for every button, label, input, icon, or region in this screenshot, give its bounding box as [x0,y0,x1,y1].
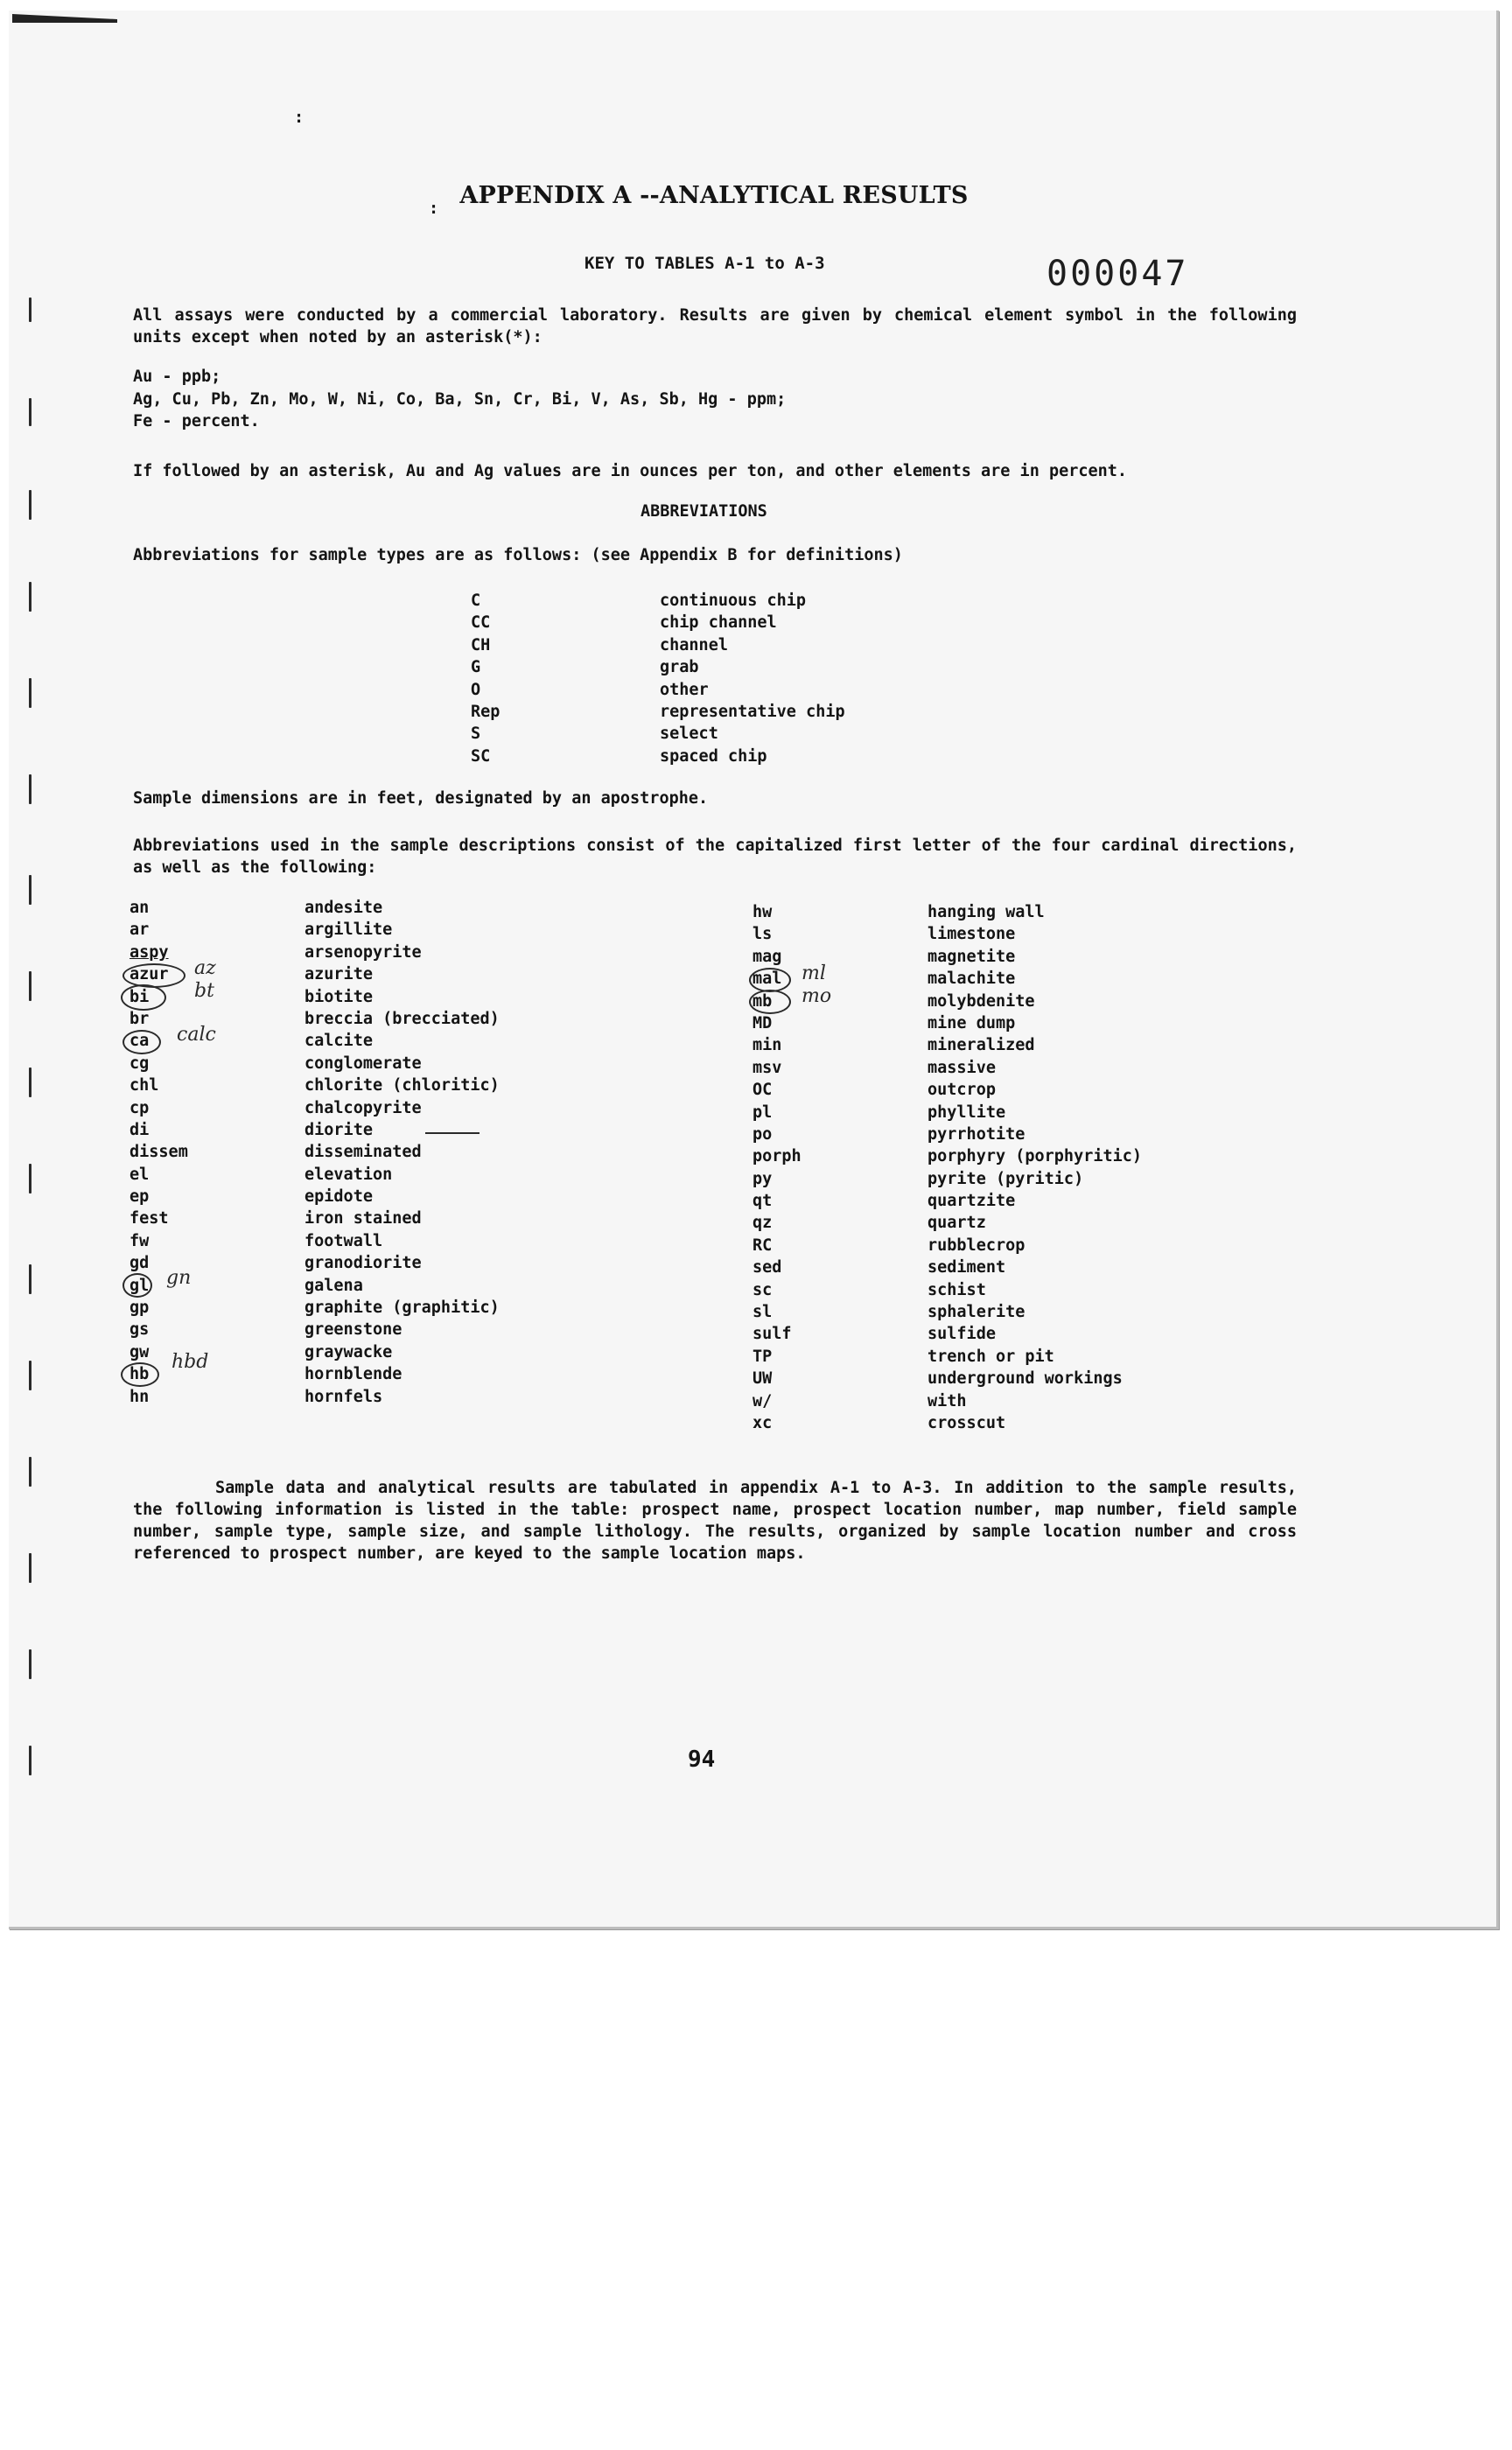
abbrev-code: hw [752,903,773,921]
sample-types-intro: Abbreviations for sample types are as follows: (see Appendix B for definitions) [133,546,903,564]
abbrev-code: OC [752,1081,773,1100]
abbrev-code: el [130,1165,150,1184]
abbrev-meaning: massive [928,1058,996,1077]
abbrev-code: gl [130,1276,150,1295]
sample-type-code: C [471,592,481,610]
abbrev-code: gs [130,1320,150,1340]
abbrev-code: min [752,1036,782,1055]
sample-type-meaning: channel [660,635,728,654]
handwritten-note-bi: bt [194,980,214,1002]
handwritten-note-mb: mo [802,985,832,1007]
abbrev-meaning: mineralized [928,1036,1035,1055]
description-meanings-left [304,897,500,1408]
abbrev-meaning: biotite [304,987,373,1006]
abbrev-meaning: phyllite [928,1102,1006,1122]
abbrev-meaning: trench or pit [928,1347,1054,1366]
abbrev-code: bi [130,987,150,1006]
abbrev-code: sl [752,1303,773,1322]
abbrev-meaning: azurite [304,965,373,984]
sample-type-code: CC [471,613,491,633]
abbrev-code: w/ [752,1391,773,1410]
abbrev-code: po [752,1124,773,1144]
abbrev-code: sed [752,1258,782,1278]
abbrev-code: ls [752,925,773,944]
abbrev-code: br [130,1009,150,1028]
abbrev-meaning: chlorite (chloritic) [304,1076,500,1096]
abbrev-meaning: andesite [304,899,383,917]
abbrev-meaning: hanging wall [928,903,1045,921]
abbrev-code: gp [130,1298,150,1318]
handwritten-circle-azur [122,963,186,988]
page-number: 94 [688,1746,716,1773]
sample-type-code: CH [471,635,491,654]
abbrev-meaning: disseminated [304,1143,422,1162]
sample-type-meaning: representative chip [660,702,845,721]
abbrev-code: porph [752,1147,802,1166]
abbrev-meaning: sphalerite [928,1303,1026,1322]
abbrev-meaning: outcrop [928,1081,996,1100]
abbrev-meaning: malachite [928,970,1016,989]
abbrev-code: ep [130,1187,150,1207]
abbrev-meaning: magnetite [928,947,1016,966]
abbrev-code: qz [752,1214,773,1233]
closing-paragraph: Sample data and analytical results are tabulated in appendix A-1 to A-3. In addition to the sample results, the following information is listed in the table: prospect name, prospect location number, map number, field sample number, sample type, sample size, and sample lithology. The results, organized by sample location number and cross referenced to prospect number, are keyed to the sample location maps. [133,1479,1297,1563]
abbrev-code: ca [130,1032,150,1051]
handwritten-note-hb: hbd [172,1351,209,1373]
abbrev-meaning: arsenopyrite [304,942,422,962]
abbrev-meaning: diorite [304,1120,373,1139]
abbrev-meaning: quartz [928,1214,986,1233]
abbrev-code: mag [752,947,782,966]
sample-type-code: O [471,680,481,699]
handwritten-circle-bi [121,984,166,1011]
abbrev-meaning: underground workings [928,1369,1123,1389]
sample-type-meaning: chip channel [660,613,777,633]
abbrev-meaning: sulfide [928,1325,996,1344]
abbrev-meaning: conglomerate [304,1054,422,1073]
abbrev-code: cp [130,1098,150,1117]
handwritten-note-ca: calc [177,1024,216,1046]
abbrev-meaning: mine dump [928,1013,1016,1032]
abbrev-code: fest [130,1209,169,1228]
intro-paragraph: All assays were conducted by a commercial laboratory. Results are given by chemical element symbol in the following units except when noted by an asterisk(*): [133,306,1297,346]
abbrev-code: msv [752,1058,782,1077]
description-meanings-right [928,901,1142,1434]
handwritten-dash [425,1132,480,1134]
document-stamp-number: 000047 [1046,254,1189,294]
page-title: APPENDIX A --ANALYTICAL RESULTS [459,182,969,209]
abbrev-meaning: galena [304,1276,363,1295]
abbrev-meaning: rubblecrop [928,1236,1026,1255]
units-ppm: Ag, Cu, Pb, Zn, Mo, W, Ni, Co, Ba, Sn, Cr, Bi, V, As, Sb, Hg - ppm; [133,390,787,409]
abbrev-meaning: iron stained [304,1209,422,1228]
abbrev-code: gw [130,1342,150,1362]
abbrev-meaning: pyrite (pyritic) [928,1169,1084,1188]
abbrev-code: pl [752,1102,773,1122]
sample-type-meaning: continuous chip [660,592,807,610]
abbrev-meaning: calcite [304,1032,373,1051]
abbrev-meaning: quartzite [928,1192,1016,1211]
abbreviations-heading: ABBREVIATIONS [640,502,767,521]
abbrev-code: chl [130,1076,159,1096]
abbrev-code: mal [752,970,782,989]
abbrev-meaning: sediment [928,1258,1006,1278]
abbrev-meaning: footwall [304,1231,383,1250]
sample-type-code: Rep [471,702,500,721]
abbrev-meaning: hornfels [304,1387,383,1406]
abbrev-meaning: graywacke [304,1342,393,1362]
abbrev-code: fw [130,1231,150,1250]
handwritten-circle-mb [749,990,791,1014]
abbrev-code: xc [752,1413,773,1432]
sample-type-code: G [471,658,481,677]
abbrev-meaning: crosscut [928,1413,1006,1432]
sample-type-code: S [471,724,481,744]
abbrev-code: aspy [130,942,169,962]
abbrev-code: azur [130,965,169,984]
abbrev-meaning: chalcopyrite [304,1098,422,1117]
sample-type-meaning: spaced chip [660,746,767,766]
abbrev-meaning: hornblende [304,1365,402,1384]
stray-colon-mark-2: : [429,200,439,218]
abbrev-code: ar [130,920,150,940]
handwritten-note-mal: ml [802,962,826,984]
sample-type-meanings [660,590,845,767]
abbrev-code: sulf [752,1325,792,1344]
sample-type-meaning: select [660,724,718,744]
abbrev-code: MD [752,1013,773,1032]
sample-type-meaning: other [660,680,709,699]
handwritten-note-gl: gn [166,1267,192,1289]
abbrev-code: cg [130,1054,150,1073]
abbrev-meaning: breccia (brecciated) [304,1009,500,1028]
abbrev-code: mb [752,991,773,1011]
abbrev-meaning: argillite [304,920,393,940]
abbrev-meaning: granodiorite [304,1254,422,1273]
abbrev-meaning: limestone [928,925,1016,944]
handwritten-circle-hb [121,1362,159,1387]
abbrev-code: py [752,1169,773,1188]
abbrev-meaning: molybdenite [928,991,1035,1011]
sample-type-codes [471,590,500,767]
abbrev-meaning: pyrrhotite [928,1124,1026,1144]
key-title: KEY TO TABLES A-1 to A-3 [584,254,825,273]
abbrev-code: dissem [130,1143,188,1162]
abbrev-meaning: schist [928,1280,986,1299]
sample-type-meaning: grab [660,658,699,677]
stray-colon-mark: : [294,108,304,127]
abbrev-code: hb [130,1365,150,1384]
handwritten-circle-ca [122,1030,161,1054]
abbrev-meaning: epidote [304,1187,373,1207]
descriptions-intro: Abbreviations used in the sample descriptions consist of the capitalized first letter of the four cardinal directions, as well as the following: [133,836,1297,877]
abbrev-code: TP [752,1347,773,1366]
handwritten-note-azur: az [194,957,216,979]
units-fe: Fe - percent. [133,412,260,430]
abbrev-code: UW [752,1369,773,1389]
abbrev-code: sc [752,1280,773,1299]
handwritten-circle-mal [749,968,791,992]
asterisk-note: If followed by an asterisk, Au and Ag values are in ounces per ton, and other elements are in percent. [133,462,1128,480]
abbrev-meaning: elevation [304,1165,393,1184]
abbrev-meaning: with [928,1391,967,1410]
abbrev-code: gd [130,1254,150,1273]
handwritten-circle-gl [122,1273,152,1298]
abbrev-meaning: greenstone [304,1320,402,1340]
abbrev-code: RC [752,1236,773,1255]
dimensions-note: Sample dimensions are in feet, designated by an apostrophe. [133,789,709,808]
abbrev-meaning: graphite (graphitic) [304,1298,500,1318]
abbrev-code: qt [752,1192,773,1211]
abbrev-code: di [130,1120,150,1139]
units-au: Au - ppb; [133,368,221,386]
sample-type-code: SC [471,746,491,766]
abbrev-meaning: porphyry (porphyritic) [928,1147,1143,1166]
abbrev-code: an [130,899,150,917]
abbrev-code: hn [130,1387,150,1406]
